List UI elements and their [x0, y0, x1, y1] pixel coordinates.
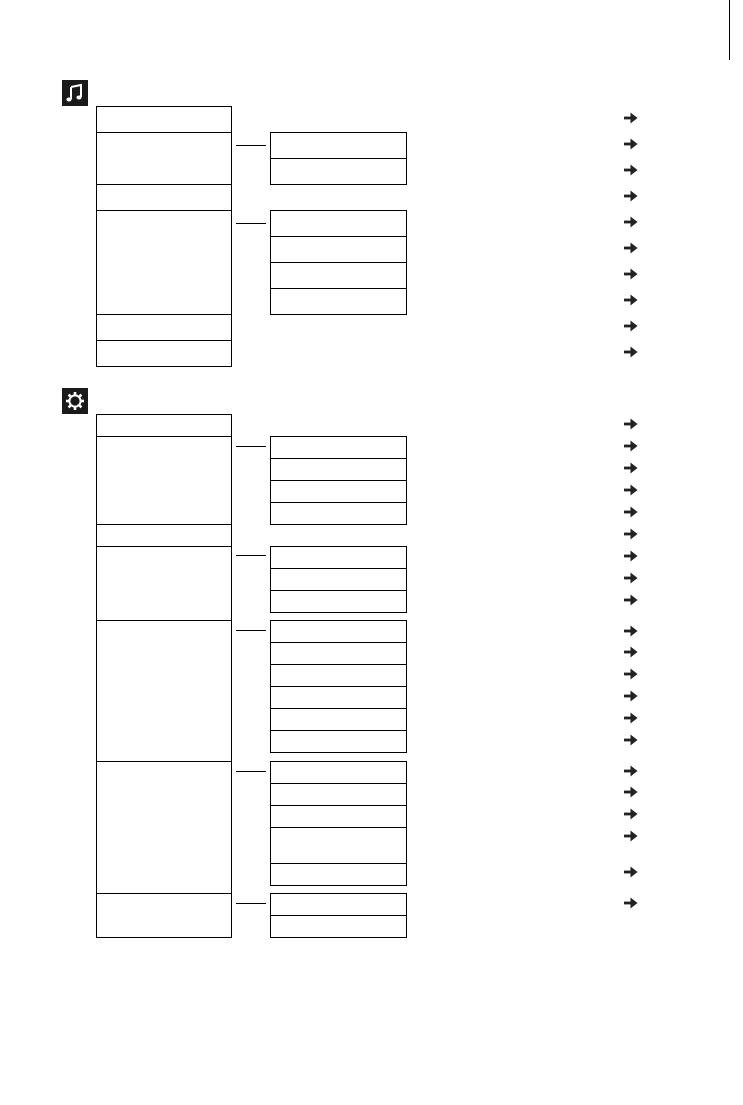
arrow-right-icon: [624, 712, 638, 724]
submenu-connector: [236, 145, 266, 146]
arrow-right-icon: [624, 506, 638, 518]
arrow-right-icon: [624, 897, 638, 909]
menu-item-box[interactable]: [96, 436, 232, 525]
submenu-item-box[interactable]: [270, 210, 407, 237]
submenu-item-box[interactable]: [270, 708, 407, 731]
submenu-connector: [236, 630, 266, 631]
gear-icon: [62, 388, 88, 414]
submenu-connector: [236, 771, 266, 772]
submenu-item-box[interactable]: [270, 502, 407, 525]
menu-item-box[interactable]: [96, 761, 232, 894]
arrow-right-icon: [624, 190, 638, 202]
arrow-right-icon: [624, 268, 638, 280]
submenu-item-box[interactable]: [270, 158, 407, 185]
arrow-right-icon: [624, 734, 638, 746]
submenu-connector: [236, 446, 266, 447]
arrow-right-icon: [624, 528, 638, 540]
arrow-right-icon: [624, 550, 638, 562]
arrow-right-icon: [624, 765, 638, 777]
menu-item-box[interactable]: [96, 210, 232, 315]
menu-item-box[interactable]: [96, 414, 232, 437]
arrow-right-icon: [624, 808, 638, 820]
menu-item-box[interactable]: [96, 620, 232, 762]
arrow-right-icon: [624, 668, 638, 680]
menu-item-box[interactable]: [96, 184, 232, 211]
arrow-right-icon: [624, 625, 638, 637]
submenu-connector: [236, 555, 266, 556]
submenu-item-box[interactable]: [270, 827, 407, 864]
arrow-right-icon: [624, 594, 638, 606]
arrow-right-icon: [624, 164, 638, 176]
menu-item-box[interactable]: [96, 893, 232, 938]
arrow-right-icon: [624, 440, 638, 452]
arrow-right-icon: [624, 786, 638, 798]
submenu-item-box[interactable]: [270, 642, 407, 665]
submenu-connector: [236, 903, 266, 904]
submenu-item-box[interactable]: [270, 863, 407, 886]
submenu-item-box[interactable]: [270, 590, 407, 613]
submenu-item-box[interactable]: [270, 761, 407, 784]
music-note-icon: [62, 80, 88, 106]
submenu-item-box[interactable]: [270, 915, 407, 938]
submenu-item-box[interactable]: [270, 236, 407, 263]
submenu-item-box[interactable]: [270, 730, 407, 753]
submenu-item-box[interactable]: [270, 262, 407, 289]
menu-item-box[interactable]: [96, 106, 232, 133]
arrow-right-icon: [624, 418, 638, 430]
arrow-right-icon: [624, 572, 638, 584]
page-edge-line: [729, 0, 730, 60]
submenu-item-box[interactable]: [270, 805, 407, 828]
arrow-right-icon: [624, 294, 638, 306]
submenu-item-box[interactable]: [270, 620, 407, 643]
arrow-right-icon: [624, 242, 638, 254]
submenu-item-box[interactable]: [270, 568, 407, 591]
arrow-right-icon: [624, 646, 638, 658]
menu-item-box[interactable]: [96, 314, 232, 341]
submenu-connector: [236, 223, 266, 224]
submenu-item-box[interactable]: [270, 132, 407, 159]
submenu-item-box[interactable]: [270, 783, 407, 806]
arrow-right-icon: [624, 484, 638, 496]
menu-item-box[interactable]: [96, 340, 232, 367]
submenu-item-box[interactable]: [270, 893, 407, 916]
submenu-item-box[interactable]: [270, 664, 407, 687]
menu-item-box[interactable]: [96, 546, 232, 621]
arrow-right-icon: [624, 690, 638, 702]
menu-item-box[interactable]: [96, 524, 232, 547]
submenu-item-box[interactable]: [270, 686, 407, 709]
arrow-right-icon: [624, 830, 638, 842]
arrow-right-icon: [624, 462, 638, 474]
arrow-right-icon: [624, 216, 638, 228]
arrow-right-icon: [624, 138, 638, 150]
submenu-item-box[interactable]: [270, 288, 407, 315]
submenu-item-box[interactable]: [270, 436, 407, 459]
menu-item-box[interactable]: [96, 132, 232, 185]
submenu-item-box[interactable]: [270, 458, 407, 481]
arrow-right-icon: [624, 112, 638, 124]
arrow-right-icon: [624, 346, 638, 358]
arrow-right-icon: [624, 320, 638, 332]
submenu-item-box[interactable]: [270, 546, 407, 569]
submenu-item-box[interactable]: [270, 480, 407, 503]
arrow-right-icon: [624, 866, 638, 878]
